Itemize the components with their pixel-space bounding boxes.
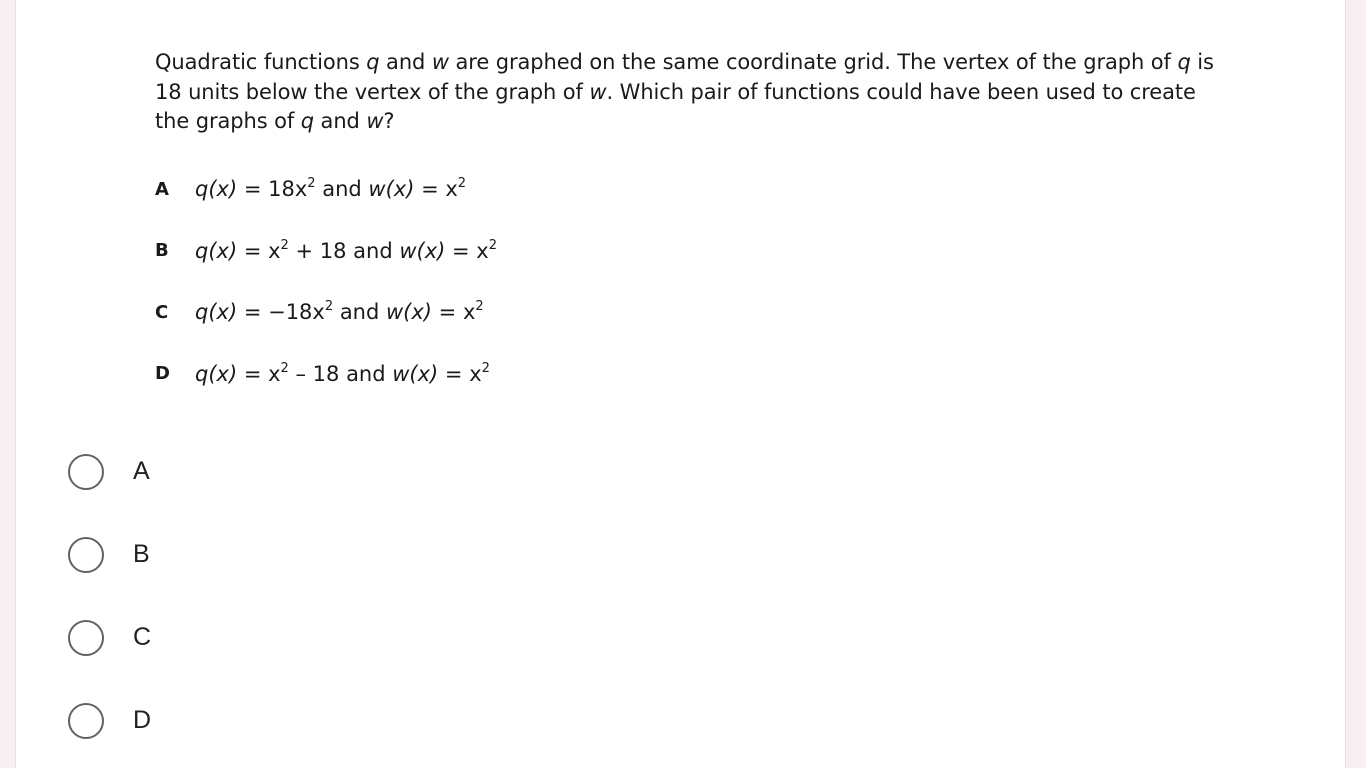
radio-button-b[interactable]	[68, 537, 104, 573]
choice-letter: B	[155, 240, 169, 262]
option-label: D	[133, 706, 152, 734]
option-b[interactable]	[68, 513, 151, 596]
question-stem: Quadratic functions q and w are graphed on the same coordinate grid. The vertex of the graph of q is 18 units below the vertex of the graph of w. Which pair of functions could have been used to create the graphs of q and w?	[155, 50, 1214, 133]
choice-expression: $q(x) = x^2 - 18$ and $w(x) = x^2$	[195, 360, 490, 386]
option-label: C	[133, 623, 152, 651]
radio-button-d[interactable]	[68, 703, 104, 739]
question-image	[155, 48, 1235, 405]
option-label: B	[133, 540, 150, 568]
answer-choices	[155, 159, 1235, 405]
option-d[interactable]	[68, 679, 151, 762]
choice-letter: A	[155, 178, 169, 200]
choice-a	[155, 159, 1235, 221]
choice-c	[155, 282, 1235, 344]
option-c[interactable]	[68, 596, 151, 679]
choice-expression: $q(x) = 18x^2$ and $w(x) = x^2$	[195, 176, 467, 202]
option-a[interactable]	[68, 430, 151, 513]
choice-expression: $q(x) = -18x^2$ and $w(x) = x^2$	[195, 299, 484, 325]
radio-button-c[interactable]	[68, 620, 104, 656]
question-card	[15, 0, 1346, 768]
radio-group	[68, 430, 151, 762]
choice-expression: $q(x) = x^2 + 18$ and $w(x) = x^2$	[195, 237, 497, 263]
choice-letter: C	[155, 301, 169, 323]
choice-letter: D	[155, 363, 170, 385]
choice-b	[155, 220, 1235, 282]
radio-button-a[interactable]	[68, 454, 104, 490]
option-label: A	[133, 457, 150, 485]
choice-d	[155, 343, 1235, 405]
